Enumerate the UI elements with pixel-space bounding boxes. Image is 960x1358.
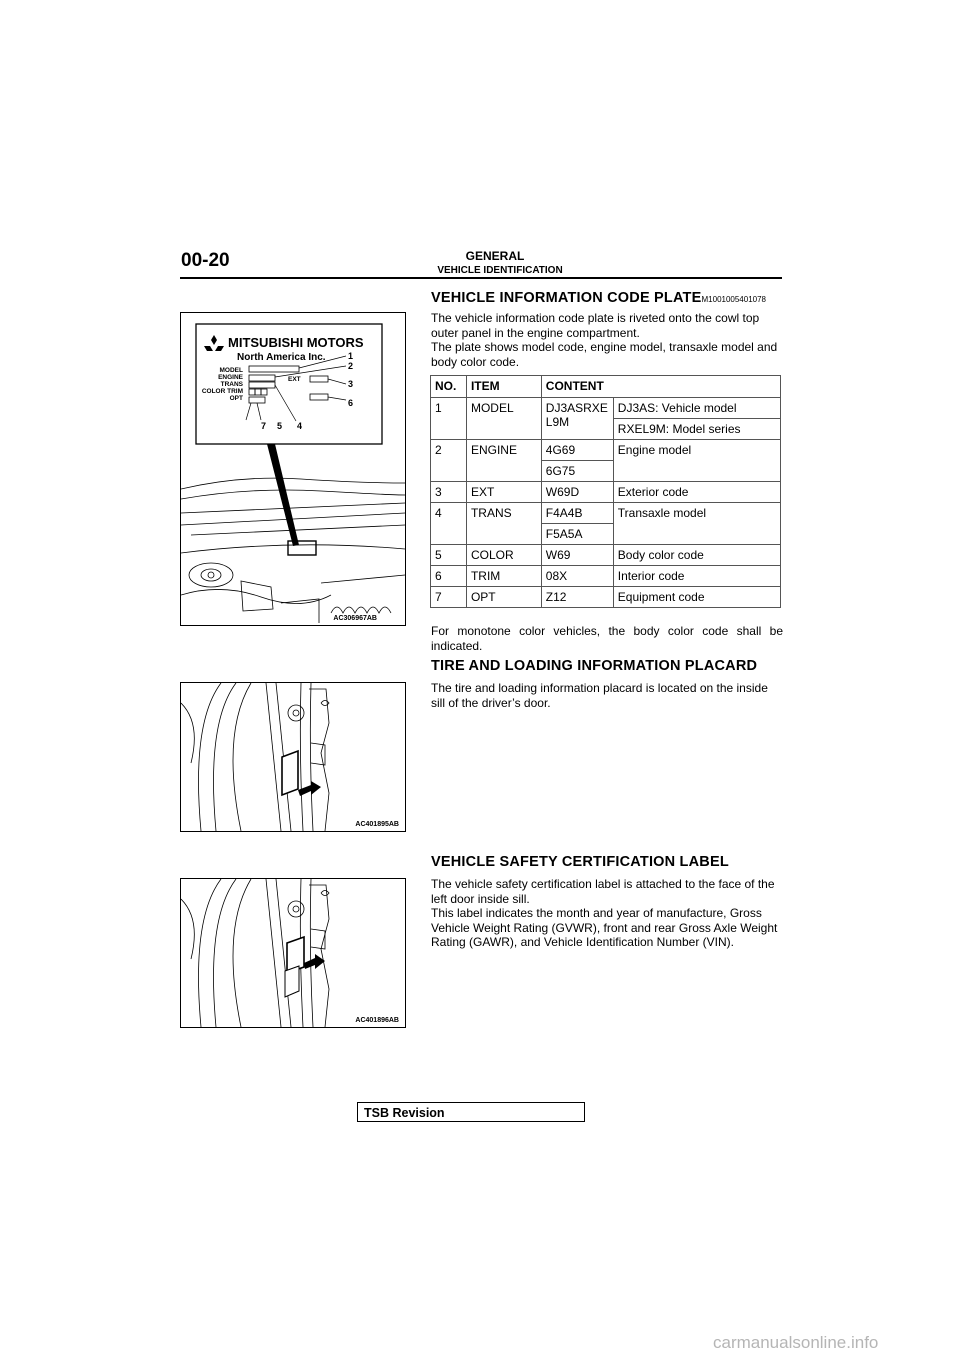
figure-2-id: AC401895AB [355, 821, 399, 828]
page-number: 00-20 [181, 250, 230, 271]
row3-code: W69D [541, 482, 613, 503]
section-title: GENERAL [465, 249, 525, 263]
row2-code-1: 4G69 [541, 440, 613, 461]
row1-no: 1 [431, 398, 467, 440]
table-header-no: NO. [431, 376, 467, 398]
row6-code: 08X [541, 566, 613, 587]
table-row [431, 482, 781, 503]
row7-no: 7 [431, 587, 467, 608]
row2-item: ENGINE [466, 440, 541, 482]
row5-detail: Body color code [613, 545, 780, 566]
row2-code-2: 6G75 [541, 461, 613, 482]
row2-no: 2 [431, 440, 467, 482]
safety-paragraph-1: The vehicle safety certification label is attached to the face of the left door inside sill. [431, 877, 775, 906]
row6-item: TRIM [466, 566, 541, 587]
figure-safety-label [180, 878, 406, 1028]
vicp-heading [431, 289, 783, 307]
table-row [431, 503, 781, 524]
row2-detail: Engine model [613, 440, 780, 482]
callout-1: 1 [348, 351, 354, 361]
vicp-table [430, 375, 781, 608]
figure-3-id: AC401896AB [355, 1017, 399, 1024]
callout-2: 2 [348, 361, 354, 371]
row1-code: DJ3ASRXE L9M [541, 398, 613, 440]
row5-no: 5 [431, 545, 467, 566]
row7-item: OPT [466, 587, 541, 608]
row4-detail: Transaxle model [613, 503, 780, 545]
vicp-note: For monotone color vehicles, the body color code shall be indicated. [431, 624, 783, 653]
callout-4: 4 [297, 421, 303, 431]
plate-label-ext: EXT [288, 376, 301, 383]
table-header-row [431, 376, 781, 398]
plate-label-trans: TRANS [220, 381, 243, 388]
row5-item: COLOR [466, 545, 541, 566]
plate-label-engine: ENGINE [218, 374, 243, 381]
table-header-content: CONTENT [541, 376, 780, 398]
plate-brand: MITSUBISHI MOTORS [228, 335, 364, 350]
callout-6: 6 [348, 398, 354, 408]
subsection-title: VEHICLE IDENTIFICATION [437, 265, 563, 276]
safety-title: VEHICLE SAFETY CERTIFICATION LABEL [431, 854, 729, 870]
figure-1-id: AC306967AB [333, 615, 377, 622]
row7-code: Z12 [541, 587, 613, 608]
plate-label-opt: OPT [229, 395, 243, 402]
plate-label-model: MODEL [219, 367, 243, 374]
row4-code-1: F4A4B [541, 503, 613, 524]
table-header-item: ITEM [466, 376, 541, 398]
plate-region: North America Inc. [237, 352, 326, 363]
row3-item: EXT [466, 482, 541, 503]
tsb-revision-box: TSB Revision [357, 1102, 585, 1122]
plate-label-color-trim: COLOR TRIM [201, 388, 243, 395]
table-row [431, 440, 781, 461]
row4-no: 4 [431, 503, 467, 545]
callout-5: 5 [277, 421, 283, 431]
vicp-table-wrap [430, 375, 781, 608]
row7-detail: Equipment code [613, 587, 780, 608]
row6-detail: Interior code [613, 566, 780, 587]
row6-no: 6 [431, 566, 467, 587]
table-row [431, 566, 781, 587]
vicp-paragraph-2: The plate shows model code, engine model, transaxle model and body color code. [431, 340, 778, 369]
watermark: carmanualsonline.info [713, 1333, 879, 1352]
row1-detail-2: RXEL9M: Model series [613, 419, 780, 440]
row1-item: MODEL [466, 398, 541, 440]
row5-code: W69 [541, 545, 613, 566]
vicp-title: VEHICLE INFORMATION CODE PLATE [431, 290, 702, 306]
safety-paragraph-2: This label indicates the month and year of manufacture, Gross Vehicle Weight Rating (GVWR), front and rear Gross Axle Weight Rating (GAWR), and Vehicle Identification Number (VIN). [431, 906, 778, 949]
vicp-code: M1001005401078 [701, 295, 767, 304]
tire-text: The tire and loading information placard is located on the inside sill of the driver’s door. [431, 681, 768, 710]
figure-tire-placard [180, 682, 406, 832]
vicp-paragraph-1: The vehicle information code plate is riveted onto the cowl top outer panel in the engine compartment. [431, 311, 760, 340]
row4-item: TRANS [466, 503, 541, 545]
row1-detail-1: DJ3AS: Vehicle model [613, 398, 780, 419]
row3-no: 3 [431, 482, 467, 503]
header-rule [180, 277, 782, 279]
callout-3: 3 [348, 379, 354, 389]
row4-code-2: F5A5A [541, 524, 613, 545]
table-row [431, 398, 781, 419]
table-row [431, 587, 781, 608]
figure-code-plate [180, 312, 406, 626]
callout-7: 7 [261, 421, 267, 431]
row3-detail: Exterior code [613, 482, 780, 503]
tire-title: TIRE AND LOADING INFORMATION PLACARD [431, 658, 758, 674]
table-row [431, 545, 781, 566]
